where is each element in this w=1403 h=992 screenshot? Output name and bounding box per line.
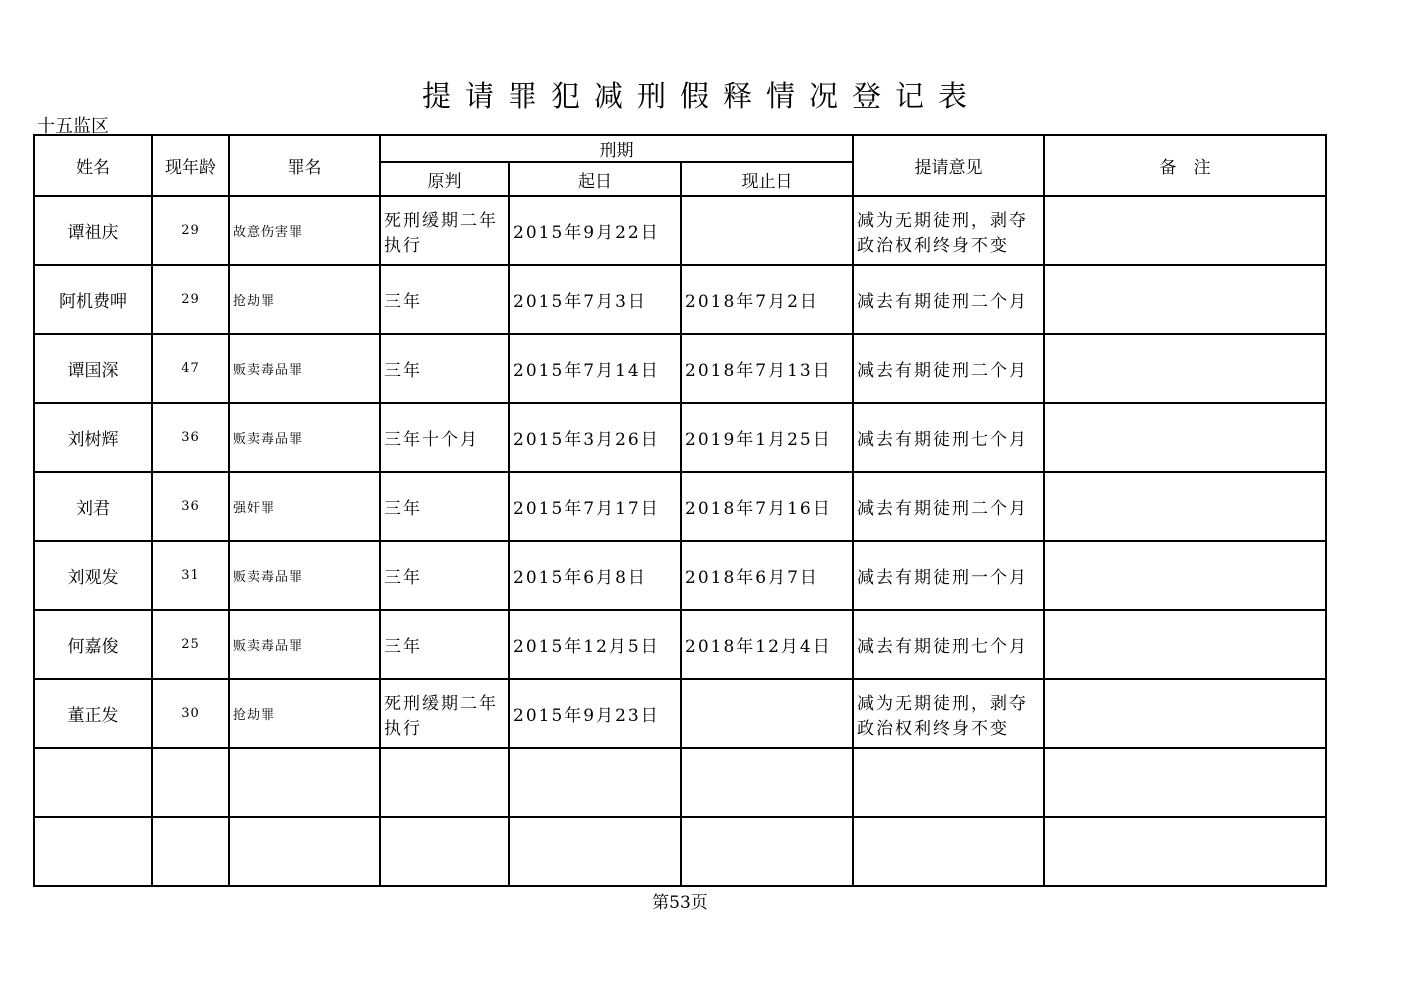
cell-start: 2015年9月22日: [509, 196, 681, 265]
table-row: [34, 334, 1326, 403]
cell-original: 三年: [380, 541, 509, 610]
table-row: [34, 403, 1326, 472]
cell-original: [380, 817, 509, 886]
table-row: [34, 472, 1326, 541]
cell-end: 2018年7月16日: [681, 472, 853, 541]
cell-name: 阿机费呷: [34, 265, 152, 334]
cell-crime: 抢劫罪: [229, 265, 380, 334]
cell-remark: [1044, 817, 1326, 886]
cell-crime: [229, 817, 380, 886]
cell-remark: [1044, 679, 1326, 748]
cell-opinion: [853, 748, 1044, 817]
cell-name: 谭国深: [34, 334, 152, 403]
table-row: [34, 610, 1326, 679]
cell-opinion: 减为无期徒刑，剥夺政治权利终身不变: [853, 196, 1044, 265]
cell-crime: [229, 748, 380, 817]
cell-age: 29: [152, 196, 229, 265]
cell-start: [509, 748, 681, 817]
cell-end: 2018年7月2日: [681, 265, 853, 334]
header-start: 起日: [509, 162, 681, 196]
table-row: [34, 196, 1326, 265]
cell-age: [152, 817, 229, 886]
cell-crime: 故意伤害罪: [229, 196, 380, 265]
cell-crime: 抢劫罪: [229, 679, 380, 748]
cell-crime: 强奸罪: [229, 472, 380, 541]
cell-opinion: 减去有期徒刑二个月: [853, 472, 1044, 541]
cell-start: 2015年9月23日: [509, 679, 681, 748]
cell-crime: 贩卖毒品罪: [229, 610, 380, 679]
cell-opinion: 减去有期徒刑七个月: [853, 610, 1044, 679]
cell-end: 2018年6月7日: [681, 541, 853, 610]
cell-age: 30: [152, 679, 229, 748]
cell-opinion: 减去有期徒刑一个月: [853, 541, 1044, 610]
cell-original: 三年十个月: [380, 403, 509, 472]
cell-original: 三年: [380, 265, 509, 334]
table-row: [34, 748, 1326, 817]
cell-start: 2015年3月26日: [509, 403, 681, 472]
cell-start: 2015年7月14日: [509, 334, 681, 403]
cell-start: 2015年7月17日: [509, 472, 681, 541]
cell-end: [681, 748, 853, 817]
cell-original: 三年: [380, 610, 509, 679]
cell-start: 2015年7月3日: [509, 265, 681, 334]
cell-end: 2018年7月13日: [681, 334, 853, 403]
table-row: [34, 817, 1326, 886]
page-number: 第53页: [652, 893, 708, 913]
header-remark: 备 注: [1044, 135, 1326, 196]
cell-age: 29: [152, 265, 229, 334]
cell-opinion: 减为无期徒刑，剥夺政治权利终身不变: [853, 679, 1044, 748]
cell-start: 2015年6月8日: [509, 541, 681, 610]
cell-original: 三年: [380, 472, 509, 541]
cell-name: 谭祖庆: [34, 196, 152, 265]
cell-age: 47: [152, 334, 229, 403]
cell-start: 2015年12月5日: [509, 610, 681, 679]
cell-name: [34, 817, 152, 886]
cell-remark: [1044, 748, 1326, 817]
cell-age: 31: [152, 541, 229, 610]
cell-remark: [1044, 265, 1326, 334]
cell-name: 刘树辉: [34, 403, 152, 472]
table-row: [34, 679, 1326, 748]
cell-opinion: 减去有期徒刑二个月: [853, 334, 1044, 403]
cell-age: 25: [152, 610, 229, 679]
cell-crime: 贩卖毒品罪: [229, 541, 380, 610]
cell-end: 2019年1月25日: [681, 403, 853, 472]
header-sentence: 刑期: [380, 135, 853, 162]
cell-age: [152, 748, 229, 817]
cell-original: 死刑缓期二年执行: [380, 679, 509, 748]
cell-start: [509, 817, 681, 886]
table-body: [34, 135, 1326, 886]
cell-remark: [1044, 196, 1326, 265]
cell-opinion: 减去有期徒刑七个月: [853, 403, 1044, 472]
header-age: 现年龄: [152, 135, 229, 196]
cell-remark: [1044, 610, 1326, 679]
cell-remark: [1044, 334, 1326, 403]
cell-end: [681, 679, 853, 748]
cell-opinion: 减去有期徒刑二个月: [853, 265, 1044, 334]
cell-age: 36: [152, 403, 229, 472]
cell-remark: [1044, 541, 1326, 610]
cell-end: [681, 817, 853, 886]
header-original: 原判: [380, 162, 509, 196]
page-title: 提请罪犯减刑假释情况登记表: [421, 79, 981, 113]
register-table: [33, 134, 1327, 887]
cell-age: 36: [152, 472, 229, 541]
header-row: [34, 135, 1326, 162]
header-end: 现止日: [681, 162, 853, 196]
department-label: 十五监区: [37, 116, 109, 137]
cell-opinion: [853, 817, 1044, 886]
cell-end: [681, 196, 853, 265]
cell-original: [380, 748, 509, 817]
header-crime: 罪名: [229, 135, 380, 196]
cell-original: 死刑缓期二年执行: [380, 196, 509, 265]
cell-name: 董正发: [34, 679, 152, 748]
header-opinion: 提请意见: [853, 135, 1044, 196]
header-name: 姓名: [34, 135, 152, 196]
cell-crime: 贩卖毒品罪: [229, 334, 380, 403]
cell-name: 何嘉俊: [34, 610, 152, 679]
table-row: [34, 265, 1326, 334]
cell-crime: 贩卖毒品罪: [229, 403, 380, 472]
cell-name: [34, 748, 152, 817]
cell-end: 2018年12月4日: [681, 610, 853, 679]
cell-name: 刘君: [34, 472, 152, 541]
table-row: [34, 541, 1326, 610]
cell-remark: [1044, 403, 1326, 472]
cell-remark: [1044, 472, 1326, 541]
cell-name: 刘观发: [34, 541, 152, 610]
cell-original: 三年: [380, 334, 509, 403]
